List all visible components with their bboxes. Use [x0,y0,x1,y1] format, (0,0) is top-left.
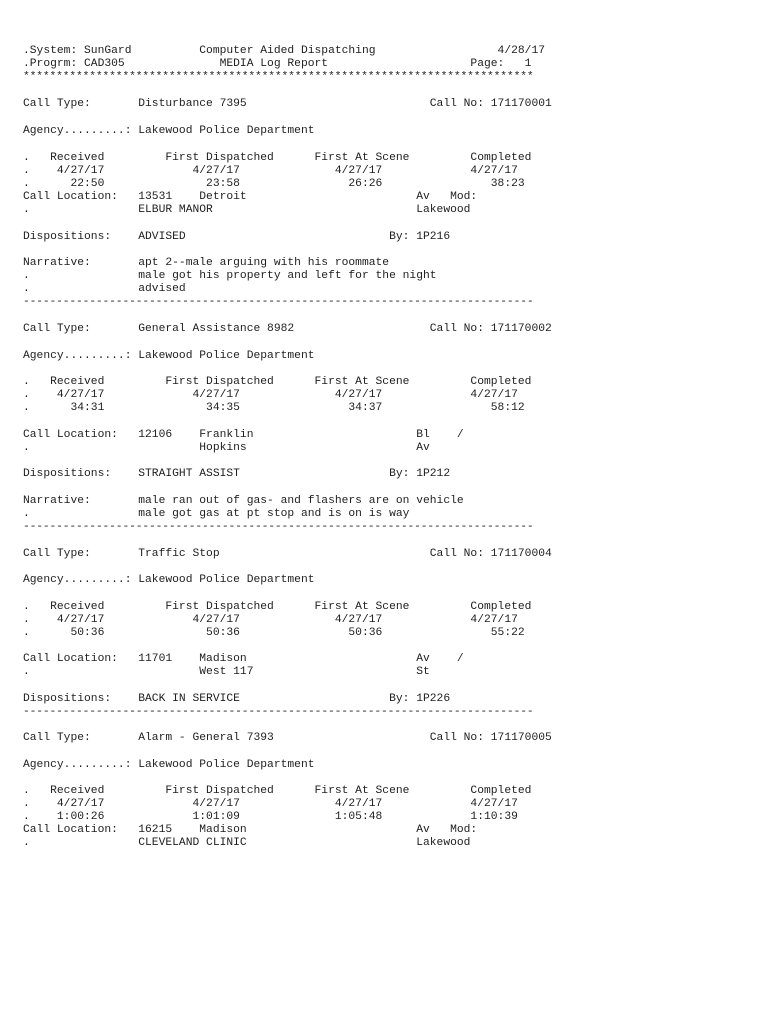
call-type-line: Call Type: General Assistance 8982 Call No: 171170002 [23,323,552,335]
call-location-detail: . CLEVELAND CLINIC Lakewood [23,837,471,849]
call-separator: ----------------------------------------------------------------------------- [23,521,534,533]
times-header-line: . Received First Dispatched First At Scene Completed [23,376,532,388]
agency-line: Agency.........: Lakewood Police Department [23,350,315,362]
times-date-line: . 4/27/17 4/27/17 4/27/17 4/27/17 [23,614,518,626]
narrative-line: . male got gas at pt stop and is on is way [23,508,410,520]
times-header-line: . Received First Dispatched First At Scene Completed [23,152,532,164]
narrative-line: Narrative: male ran out of gas- and flashers are on vehicle [23,495,464,507]
times-header-line: . Received First Dispatched First At Scene Completed [23,601,532,613]
times-time-line: . 22:50 23:58 26:26 38:23 [23,178,525,190]
report-system-line: .System: SunGard Computer Aided Dispatching 4/28/17 [23,45,546,57]
times-date-line: . 4/27/17 4/27/17 4/27/17 4/27/17 [23,389,518,401]
call-location-line: Call Location: 12106 Franklin Bl / [23,429,464,441]
report-program-line: .Progrm: CAD305 MEDIA Log Report Page: 1 [23,58,532,70]
call-type-line: Call Type: Traffic Stop Call No: 171170004 [23,548,552,560]
times-date-line: . 4/27/17 4/27/17 4/27/17 4/27/17 [23,798,518,810]
agency-line: Agency.........: Lakewood Police Department [23,125,315,137]
call-separator: ----------------------------------------------------------------------------- [23,296,534,308]
times-header-line: . Received First Dispatched First At Scene Completed [23,785,532,797]
narrative-line: . advised [23,283,186,295]
call-type-line: Call Type: Disturbance 7395 Call No: 171170001 [23,98,552,110]
call-location-detail: . ELBUR MANOR Lakewood [23,204,471,216]
narrative-line: Narrative: apt 2--male arguing with his roommate [23,257,390,269]
times-date-line: . 4/27/17 4/27/17 4/27/17 4/27/17 [23,165,518,177]
dispositions-line: Dispositions: STRAIGHT ASSIST By: 1P212 [23,468,451,480]
times-time-line: . 34:31 34:35 34:37 58:12 [23,402,525,414]
call-location-detail: . West 117 St [23,666,430,678]
report-header-rule: ***************************************************************************** [23,71,534,83]
call-location-detail: . Hopkins Av [23,442,430,454]
dispositions-line: Dispositions: ADVISED By: 1P216 [23,231,451,243]
agency-line: Agency.........: Lakewood Police Department [23,759,315,771]
narrative-line: . male got his property and left for the night [23,270,437,282]
call-separator: ----------------------------------------------------------------------------- [23,706,534,718]
agency-line: Agency.........: Lakewood Police Department [23,574,315,586]
times-time-line: . 50:36 50:36 50:36 55:22 [23,627,525,639]
call-location-line: Call Location: 16215 Madison Av Mod: [23,824,478,836]
call-location-line: Call Location: 11701 Madison Av / [23,653,464,665]
call-location-line: Call Location: 13531 Detroit Av Mod: [23,191,478,203]
call-type-line: Call Type: Alarm - General 7393 Call No: 171170005 [23,732,552,744]
dispositions-line: Dispositions: BACK IN SERVICE By: 1P226 [23,693,451,705]
times-time-line: . 1:00:26 1:01:09 1:05:48 1:10:39 [23,811,518,823]
